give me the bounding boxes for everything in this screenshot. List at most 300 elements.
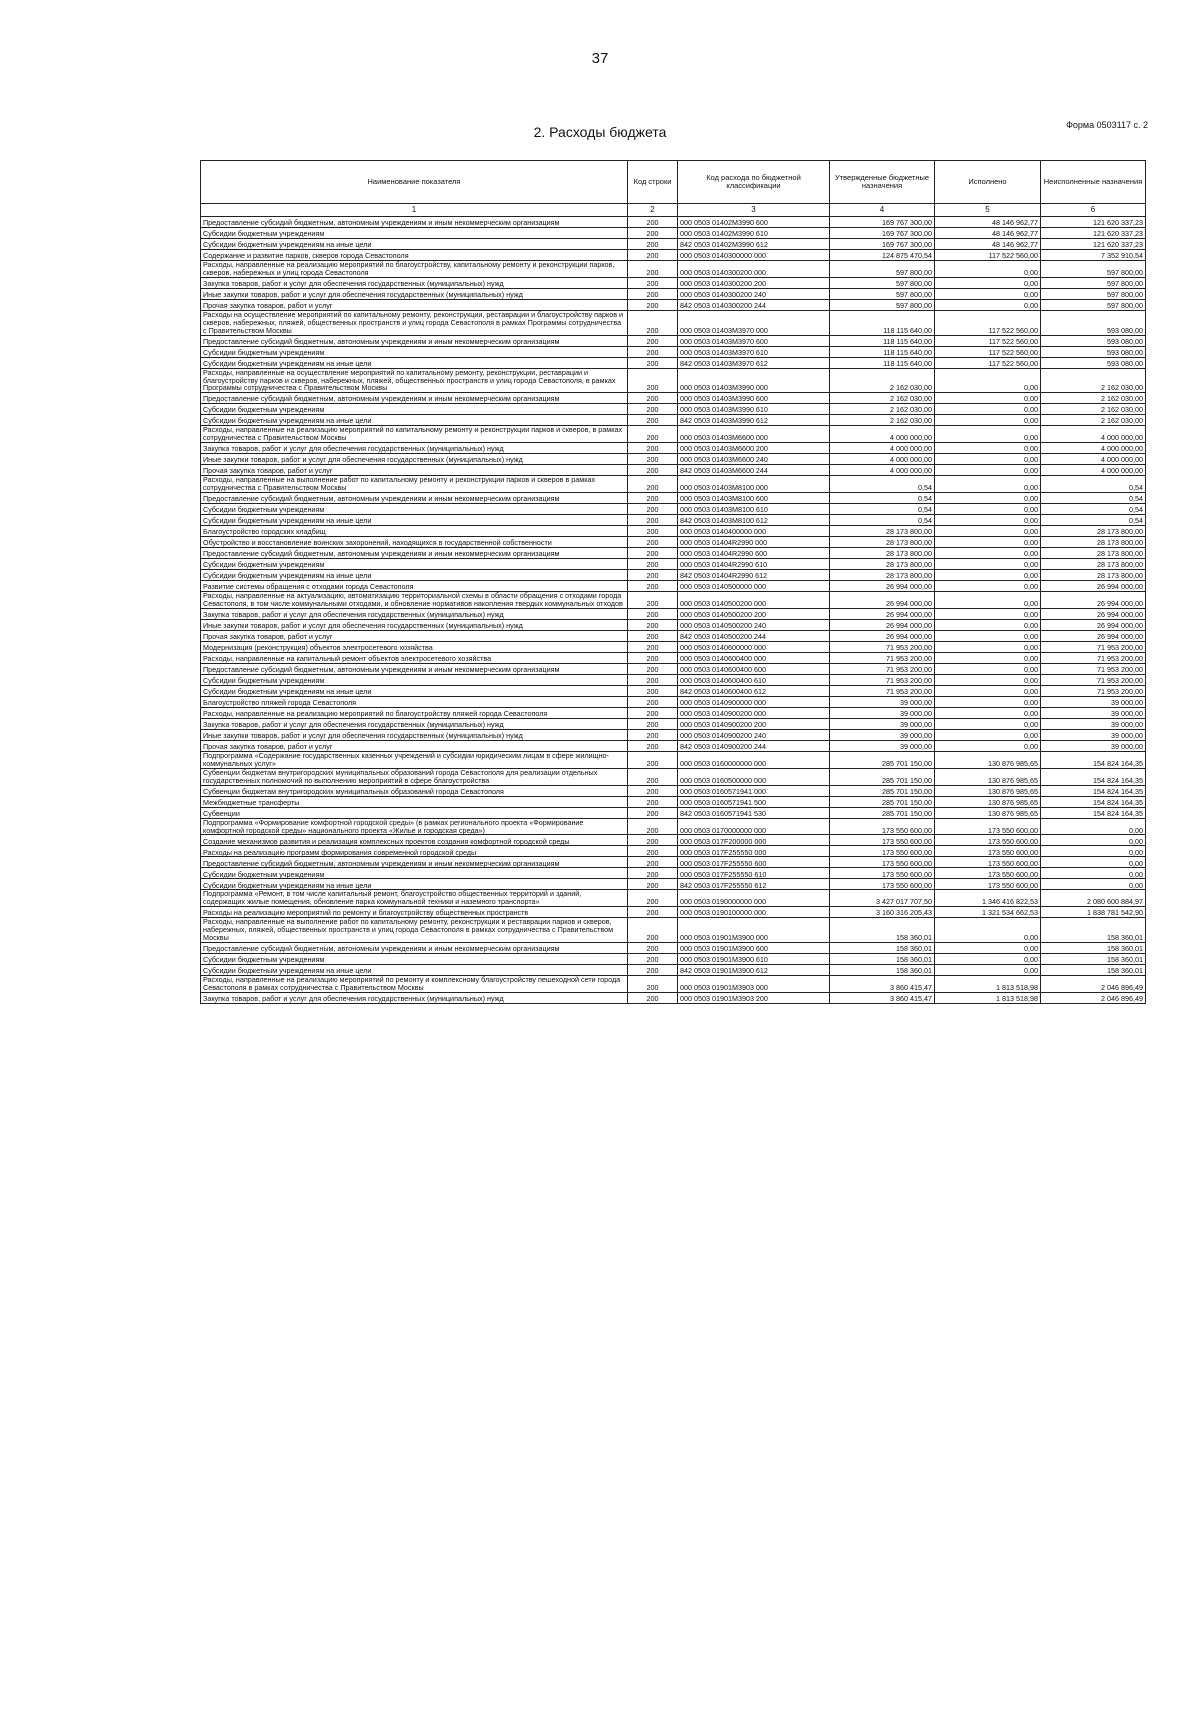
row-classification-code: 000 0503 01404R2990 610 [678,559,830,570]
table-row [201,217,1146,228]
row-classification-code: 000 0503 01403M3970 000 [678,310,830,335]
row-executed: 117 522 560,00 [935,310,1041,335]
row-name: Прочая закупка товаров, работ и услуг [201,740,628,751]
row-executed: 0,00 [935,404,1041,415]
row-unexecuted: 0,00 [1041,846,1146,857]
row-unexecuted: 28 173 800,00 [1041,548,1146,559]
table-row [201,785,1146,796]
row-name: Расходы, направленные на реализацию мероприятий по благоустройству, капитальному ремонту и реконструкции парков, скверов, набережных и улиц города Севастополя [201,261,628,278]
row-executed: 0,00 [935,619,1041,630]
row-line-code: 200 [628,879,678,890]
row-approved: 173 550 600,00 [830,868,935,879]
row-executed: 1 813 518,98 [935,976,1041,993]
header-executed: Исполнено [935,161,1041,204]
row-approved: 71 953 200,00 [830,652,935,663]
row-executed: 173 550 600,00 [935,835,1041,846]
row-line-code: 200 [628,250,678,261]
row-unexecuted: 71 953 200,00 [1041,652,1146,663]
row-executed: 48 146 962,77 [935,228,1041,239]
row-executed: 0,00 [935,685,1041,696]
row-executed: 0,00 [935,548,1041,559]
row-approved: 39 000,00 [830,718,935,729]
row-line-code: 200 [628,288,678,299]
row-line-code: 200 [628,619,678,630]
column-number: 5 [935,204,1041,217]
row-executed: 1 346 416 822,53 [935,890,1041,907]
row-name: Субсидии бюджетным учреждениям [201,346,628,357]
row-line-code: 200 [628,907,678,918]
row-line-code: 200 [628,954,678,965]
row-line-code: 200 [628,696,678,707]
row-approved: 3 427 017 707,50 [830,890,935,907]
row-approved: 2 162 030,00 [830,393,935,404]
table-row [201,663,1146,674]
table-row [201,526,1146,537]
header-unexecuted: Неисполненные назначения [1041,161,1146,204]
row-classification-code: 842 0503 01403M3970 612 [678,357,830,368]
row-name: Расходы, направленные на актуализацию, автоматизацию территориальной схемы в области обращения с отходами города Севастополя, в том числе коммунальными отходами, и обновление нормативов накопления твердых коммунальных отходов [201,592,628,609]
row-line-code: 200 [628,493,678,504]
row-classification-code: 000 0503 01403M8100 000 [678,476,830,493]
row-approved: 173 550 600,00 [830,879,935,890]
row-line-code: 200 [628,415,678,426]
row-executed: 0,00 [935,526,1041,537]
row-classification-code: 000 0503 0160500000 000 [678,768,830,785]
row-classification-code: 000 0503 01403M6600 240 [678,454,830,465]
table-row [201,630,1146,641]
row-line-code: 200 [628,652,678,663]
row-unexecuted: 2 162 030,00 [1041,415,1146,426]
row-approved: 285 701 150,00 [830,807,935,818]
row-executed: 117 522 560,00 [935,346,1041,357]
row-approved: 285 701 150,00 [830,796,935,807]
table-row [201,592,1146,609]
table-row [201,443,1146,454]
row-classification-code: 000 0503 01403M3970 610 [678,346,830,357]
row-approved: 0,54 [830,515,935,526]
row-line-code: 200 [628,581,678,592]
row-unexecuted: 0,54 [1041,493,1146,504]
row-line-code: 200 [628,992,678,1003]
row-executed: 130 876 985,65 [935,785,1041,796]
row-unexecuted: 2 162 030,00 [1041,393,1146,404]
table-row [201,890,1146,907]
table-row [201,548,1146,559]
header-line-code: Код строки [628,161,678,204]
row-name: Закупка товаров, работ и услуг для обеспечения государственных (муниципальных) нужд [201,718,628,729]
row-executed: 173 550 600,00 [935,879,1041,890]
row-line-code: 200 [628,685,678,696]
row-approved: 158 360,01 [830,965,935,976]
row-unexecuted: 154 824 164,35 [1041,796,1146,807]
row-line-code: 200 [628,718,678,729]
row-executed: 0,00 [935,465,1041,476]
row-classification-code: 000 0503 0160571941 500 [678,796,830,807]
row-classification-code: 000 0503 01404R2990 000 [678,537,830,548]
row-line-code: 200 [628,476,678,493]
row-name: Расходы, направленные на реализацию мероприятий по капитальному ремонту и реконструкции парков и скверов, в рамках сотрудничества с Правительством Москвы [201,426,628,443]
row-name: Подпрограмма «Содержание государственных казенных учреждений и субсидии юридическим лицам в сфере жилищно-коммунальных услуг» [201,751,628,768]
table-row [201,751,1146,768]
row-approved: 124 875 470,54 [830,250,935,261]
row-unexecuted: 154 824 164,35 [1041,785,1146,796]
row-executed: 48 146 962,77 [935,239,1041,250]
row-unexecuted: 158 360,01 [1041,918,1146,943]
table-row [201,357,1146,368]
row-executed: 0,00 [935,663,1041,674]
row-classification-code: 000 0503 01403M6600 000 [678,426,830,443]
table-row [201,707,1146,718]
row-name: Расходы, направленные на реализацию мероприятий по благоустройству пляжей города Севастополя [201,707,628,718]
row-unexecuted: 2 162 030,00 [1041,404,1146,415]
row-unexecuted: 593 080,00 [1041,310,1146,335]
row-approved: 2 162 030,00 [830,404,935,415]
row-name: Предоставление субсидий бюджетным, автономным учреждениям и иным некоммерческим организациям [201,943,628,954]
row-executed: 0,00 [935,493,1041,504]
row-classification-code: 000 0503 017F255550 000 [678,846,830,857]
row-executed: 0,00 [935,515,1041,526]
row-name: Расходы на реализацию программ формирования современной городской среды [201,846,628,857]
row-unexecuted: 0,54 [1041,504,1146,515]
row-executed: 0,00 [935,696,1041,707]
table-row [201,943,1146,954]
row-approved: 28 173 800,00 [830,526,935,537]
row-classification-code: 000 0503 0140900000 000 [678,696,830,707]
row-classification-code: 000 0503 0140300200 240 [678,288,830,299]
table-row [201,619,1146,630]
row-line-code: 200 [628,740,678,751]
row-line-code: 200 [628,751,678,768]
row-unexecuted: 71 953 200,00 [1041,663,1146,674]
row-name: Субсидии бюджетным учреждениям [201,559,628,570]
column-number: 4 [830,204,935,217]
row-approved: 71 953 200,00 [830,685,935,696]
row-name: Субсидии бюджетным учреждениям [201,404,628,415]
table-row [201,641,1146,652]
table-row [201,818,1146,835]
row-line-code: 200 [628,943,678,954]
row-name: Субсидии бюджетным учреждениям на иные цели [201,415,628,426]
table-row [201,976,1146,993]
table-row [201,718,1146,729]
row-approved: 71 953 200,00 [830,641,935,652]
row-line-code: 200 [628,515,678,526]
row-approved: 26 994 000,00 [830,608,935,619]
row-classification-code: 000 0503 01402M3990 610 [678,228,830,239]
row-classification-code: 000 0503 01403M8100 610 [678,504,830,515]
table-row [201,581,1146,592]
row-line-code: 200 [628,426,678,443]
row-unexecuted: 26 994 000,00 [1041,619,1146,630]
row-executed: 173 550 600,00 [935,846,1041,857]
row-classification-code: 000 0503 01403M3990 600 [678,393,830,404]
table-row [201,493,1146,504]
table-row [201,965,1146,976]
row-executed: 0,00 [935,592,1041,609]
row-unexecuted: 0,00 [1041,868,1146,879]
row-name: Субсидии бюджетным учреждениям [201,954,628,965]
row-unexecuted: 593 080,00 [1041,346,1146,357]
row-unexecuted: 39 000,00 [1041,696,1146,707]
row-executed: 117 522 560,00 [935,357,1041,368]
row-executed: 130 876 985,65 [935,751,1041,768]
row-unexecuted: 2 080 600 884,97 [1041,890,1146,907]
row-name: Развитие системы обращения с отходами города Севастополя [201,581,628,592]
row-unexecuted: 0,00 [1041,857,1146,868]
row-unexecuted: 71 953 200,00 [1041,674,1146,685]
row-executed: 0,00 [935,943,1041,954]
column-number: 1 [201,204,628,217]
row-name: Подпрограмма «Ремонт, в том числе капитальный ремонт, благоустройство общественных территорий и зданий, содержащих жилые помещения, обновление парка коммунальной техники и наземного транспорта» [201,890,628,907]
row-executed: 0,00 [935,537,1041,548]
row-unexecuted: 2 046 896,49 [1041,992,1146,1003]
table-row [201,674,1146,685]
table-row [201,250,1146,261]
row-executed: 0,00 [935,426,1041,443]
row-name: Субсидии бюджетным учреждениям на иные цели [201,685,628,696]
row-approved: 169 767 300,00 [830,239,935,250]
row-unexecuted: 39 000,00 [1041,718,1146,729]
table-row [201,476,1146,493]
row-executed: 173 550 600,00 [935,857,1041,868]
row-approved: 169 767 300,00 [830,228,935,239]
table-row [201,857,1146,868]
row-classification-code: 842 0503 01402M3990 612 [678,239,830,250]
row-line-code: 200 [628,548,678,559]
row-unexecuted: 26 994 000,00 [1041,592,1146,609]
row-name: Создание механизмов развития и реализация комплексных проектов создания комфортной городской среды [201,835,628,846]
row-approved: 158 360,01 [830,954,935,965]
row-approved: 597 800,00 [830,261,935,278]
row-name: Субсидии бюджетным учреждениям на иные цели [201,239,628,250]
row-approved: 4 000 000,00 [830,443,935,454]
row-approved: 28 173 800,00 [830,537,935,548]
row-name: Субвенции бюджетам внутригородских муниципальных образований города Севастополя [201,785,628,796]
row-unexecuted: 0,00 [1041,818,1146,835]
row-name: Подпрограмма «Формирование комфортной городской среды» (в рамках регионального проекта «Формирование комфортной городской среды» национального проекта «Жилье и городская среда») [201,818,628,835]
row-line-code: 200 [628,807,678,818]
row-name: Субвенции бюджетам внутригородских муниципальных образований города Севастополя для реализации отдельных государственных полномочий по выполнению мероприятий в сфере благоустройства [201,768,628,785]
row-classification-code: 000 0503 01404R2990 600 [678,548,830,559]
row-approved: 28 173 800,00 [830,559,935,570]
row-line-code: 200 [628,965,678,976]
row-name: Обустройство и восстановление воинских захоронений, находящихся в государственной собственности [201,537,628,548]
row-name: Прочая закупка товаров, работ и услуг [201,630,628,641]
row-executed: 173 550 600,00 [935,818,1041,835]
row-executed: 1 813 518,98 [935,992,1041,1003]
row-classification-code: 842 0503 01901M3900 612 [678,965,830,976]
row-approved: 158 360,01 [830,943,935,954]
row-line-code: 200 [628,537,678,548]
table-row [201,426,1146,443]
row-executed: 130 876 985,65 [935,807,1041,818]
row-classification-code: 000 0503 0140900200 240 [678,729,830,740]
row-name: Расходы, направленные на капитальный ремонт объектов электросетевого хозяйства [201,652,628,663]
row-classification-code: 000 0503 01403M3970 600 [678,335,830,346]
row-classification-code: 000 0503 017F255550 610 [678,868,830,879]
row-classification-code: 000 0503 01403M3990 610 [678,404,830,415]
row-name: Иные закупки товаров, работ и услуг для обеспечения государственных (муниципальных) нужд [201,288,628,299]
row-executed: 117 522 560,00 [935,250,1041,261]
row-approved: 28 173 800,00 [830,548,935,559]
row-line-code: 200 [628,465,678,476]
row-classification-code: 000 0503 01901M3903 000 [678,976,830,993]
row-unexecuted: 2 046 896,49 [1041,976,1146,993]
row-line-code: 200 [628,310,678,335]
row-unexecuted: 158 360,01 [1041,943,1146,954]
row-approved: 39 000,00 [830,729,935,740]
row-name: Иные закупки товаров, работ и услуг для обеспечения государственных (муниципальных) нужд [201,619,628,630]
row-approved: 173 550 600,00 [830,846,935,857]
row-line-code: 200 [628,368,678,393]
row-line-code: 200 [628,239,678,250]
table-row [201,729,1146,740]
table-row [201,368,1146,393]
row-line-code: 200 [628,592,678,609]
row-line-code: 200 [628,918,678,943]
row-line-code: 200 [628,796,678,807]
table-row [201,696,1146,707]
row-name: Субсидии бюджетным учреждениям [201,228,628,239]
row-unexecuted: 4 000 000,00 [1041,426,1146,443]
row-line-code: 200 [628,608,678,619]
row-approved: 2 162 030,00 [830,368,935,393]
budget-expenses-table [200,160,1146,1004]
row-classification-code: 000 0503 0140600000 000 [678,641,830,652]
row-line-code: 200 [628,261,678,278]
table-row [201,415,1146,426]
row-unexecuted: 26 994 000,00 [1041,630,1146,641]
row-unexecuted: 154 824 164,35 [1041,807,1146,818]
row-name: Субсидии бюджетным учреждениям на иные цели [201,515,628,526]
row-classification-code: 000 0503 01403M3990 000 [678,368,830,393]
table-row [201,277,1146,288]
row-unexecuted: 7 352 910,54 [1041,250,1146,261]
row-name: Субсидии бюджетным учреждениям на иные цели [201,879,628,890]
row-classification-code: 000 0503 0140900200 000 [678,707,830,718]
row-unexecuted: 121 620 337,23 [1041,228,1146,239]
column-number: 2 [628,204,678,217]
row-unexecuted: 158 360,01 [1041,965,1146,976]
row-executed: 1 321 534 662,53 [935,907,1041,918]
page-number: 37 [591,50,609,67]
row-classification-code: 842 0503 01403M6600 244 [678,465,830,476]
table-row [201,515,1146,526]
row-classification-code: 000 0503 0140300000 000 [678,250,830,261]
row-line-code: 200 [628,299,678,310]
row-executed: 0,00 [935,277,1041,288]
row-unexecuted: 28 173 800,00 [1041,559,1146,570]
row-name: Субвенции [201,807,628,818]
row-executed: 0,00 [935,443,1041,454]
row-classification-code: 000 0503 01901M3903 200 [678,992,830,1003]
row-unexecuted: 121 620 337,23 [1041,239,1146,250]
row-line-code: 200 [628,393,678,404]
row-line-code: 200 [628,976,678,993]
table-row [201,879,1146,890]
row-executed: 0,00 [935,652,1041,663]
table-row [201,835,1146,846]
row-classification-code: 000 0503 01901M3900 000 [678,918,830,943]
row-name: Предоставление субсидий бюджетным, автономным учреждениям и иным некоммерческим организациям [201,548,628,559]
row-classification-code: 842 0503 0140500200 244 [678,630,830,641]
row-name: Расходы на реализацию мероприятий по ремонту и благоустройству общественных пространств [201,907,628,918]
row-approved: 169 767 300,00 [830,217,935,228]
row-executed: 0,00 [935,504,1041,515]
table-row [201,559,1146,570]
row-classification-code: 842 0503 01403M8100 612 [678,515,830,526]
row-approved: 4 000 000,00 [830,465,935,476]
row-name: Межбюджетные трансферты [201,796,628,807]
table-row [201,608,1146,619]
row-name: Расходы, направленные на выполнение работ по капитальному ремонту и реконструкции парков и скверов в рамках сотрудничества с Правительством Москвы [201,476,628,493]
row-line-code: 200 [628,443,678,454]
row-unexecuted: 0,54 [1041,515,1146,526]
row-approved: 3 160 316 205,43 [830,907,935,918]
row-executed: 0,00 [935,918,1041,943]
row-line-code: 200 [628,559,678,570]
row-approved: 3 860 415,47 [830,976,935,993]
row-name: Субсидии бюджетным учреждениям на иные цели [201,570,628,581]
row-classification-code: 000 0503 01901M3900 610 [678,954,830,965]
row-name: Закупка товаров, работ и услуг для обеспечения государственных (муниципальных) нужд [201,443,628,454]
row-approved: 26 994 000,00 [830,619,935,630]
row-executed: 130 876 985,65 [935,768,1041,785]
table-row [201,846,1146,857]
row-line-code: 200 [628,674,678,685]
row-approved: 39 000,00 [830,740,935,751]
row-classification-code: 000 0503 0140600400 610 [678,674,830,685]
table-header-row [201,161,1146,204]
table-row [201,404,1146,415]
row-classification-code: 842 0503 017F255550 612 [678,879,830,890]
row-unexecuted: 26 994 000,00 [1041,581,1146,592]
row-executed: 0,00 [935,299,1041,310]
table-row [201,796,1146,807]
row-classification-code: 000 0503 0140300200 000 [678,261,830,278]
row-approved: 118 115 640,00 [830,310,935,335]
row-executed: 0,00 [935,581,1041,592]
row-unexecuted: 28 173 800,00 [1041,526,1146,537]
row-unexecuted: 39 000,00 [1041,740,1146,751]
row-classification-code: 000 0503 0140500200 000 [678,592,830,609]
table-column-numbers-row [201,204,1146,217]
row-unexecuted: 154 824 164,35 [1041,768,1146,785]
table-row [201,768,1146,785]
row-classification-code: 000 0503 0140600400 000 [678,652,830,663]
column-number: 6 [1041,204,1146,217]
row-classification-code: 000 0503 0140500000 000 [678,581,830,592]
row-line-code: 200 [628,868,678,879]
table-row [201,310,1146,335]
row-name: Субсидии бюджетным учреждениям [201,674,628,685]
row-approved: 118 115 640,00 [830,357,935,368]
row-name: Иные закупки товаров, работ и услуг для обеспечения государственных (муниципальных) нужд [201,729,628,740]
row-executed: 0,00 [935,288,1041,299]
table-row [201,570,1146,581]
row-executed: 0,00 [935,454,1041,465]
table-row [201,954,1146,965]
row-approved: 71 953 200,00 [830,663,935,674]
row-approved: 597 800,00 [830,288,935,299]
row-line-code: 200 [628,570,678,581]
row-unexecuted: 28 173 800,00 [1041,570,1146,581]
row-line-code: 200 [628,663,678,674]
row-line-code: 200 [628,335,678,346]
row-executed: 0,00 [935,740,1041,751]
row-line-code: 200 [628,768,678,785]
row-classification-code: 000 0503 0140600400 600 [678,663,830,674]
